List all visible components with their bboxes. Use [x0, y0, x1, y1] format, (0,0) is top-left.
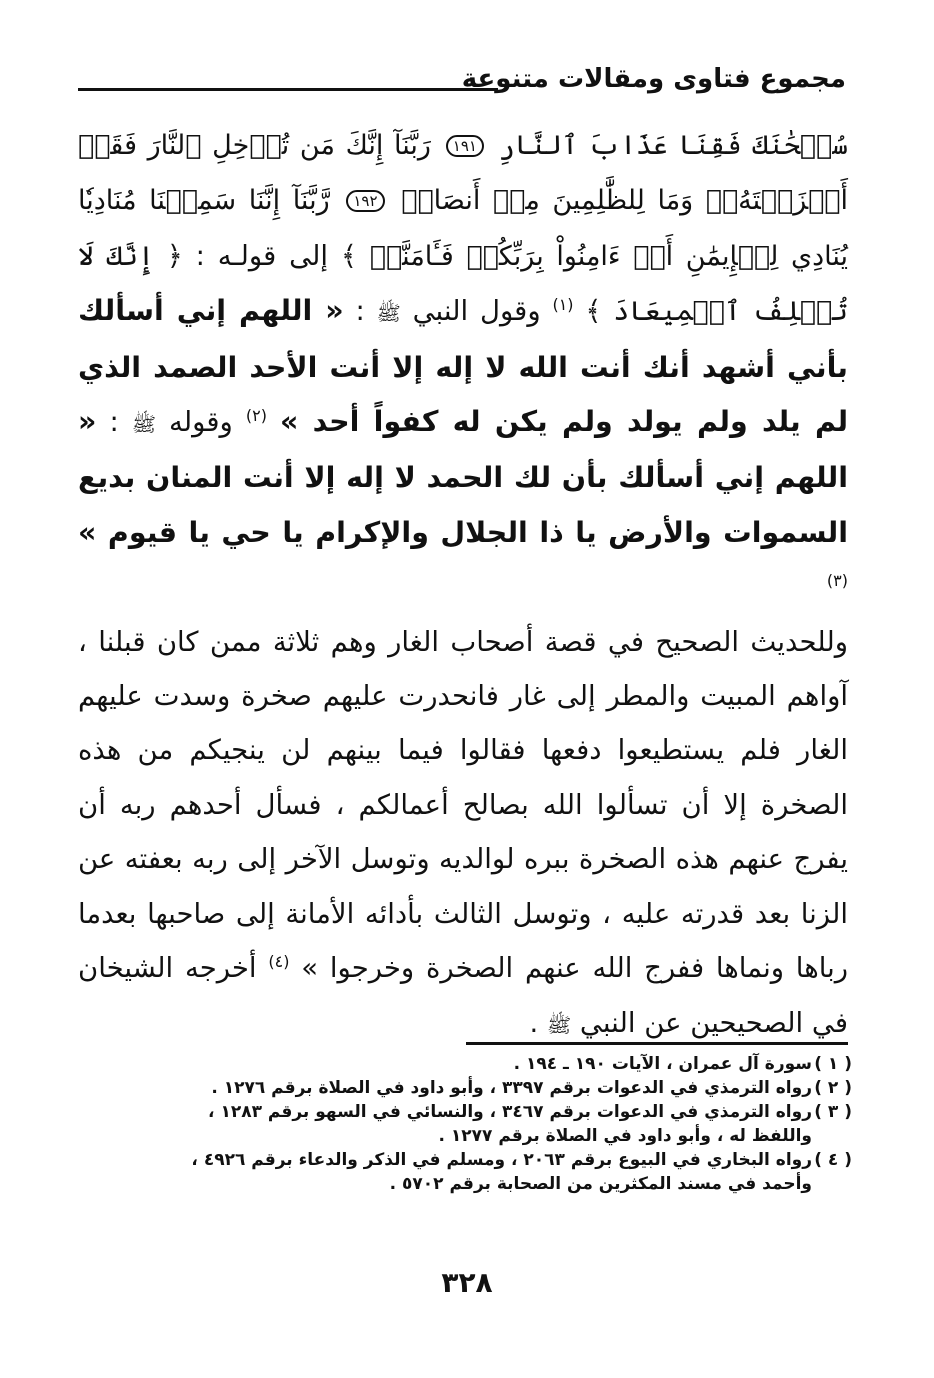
footnote-reference: (١): [552, 295, 574, 315]
paragraph-text: أخرجه الشيخان في الصحيحين عن النبي: [78, 952, 848, 1039]
page-number: ٣٢٨: [441, 1266, 493, 1299]
salutation-glyph: ﷺ: [131, 412, 156, 437]
body-paragraph: [78, 118, 848, 615]
footnote-reference: (٢): [245, 405, 267, 425]
hadith-quote: « اللهم إني أسألك بأني أشهد أنك أنت الله لا إله إلا أنت الأحد الصمد الذي لم يلد ولم يولد ولم يكن له كفواً أحد »: [78, 294, 849, 439]
ayah-number-marker: ١٩١: [446, 135, 484, 157]
connector-text: إلى قولـه :: [195, 239, 329, 272]
header-rule: [78, 88, 498, 91]
running-header: مجموع فتاوى ومقالات متنوعة: [461, 64, 846, 94]
quran-verse: رَّبَّنَآ إِنَّنَا سَمِعۡنَا مُنَادِيٗا يُنَادِي لِلۡإِيمَٰنِ أَنۡ ءَامِنُواْ بِرَبِّكُمۡ فَـَٔامَنَّاۚ: [78, 185, 849, 272]
quran-bracket: ﴿: [166, 239, 183, 272]
footnote-text: وأحمد في مسند المكثرين من الصحابة برقم ٥٧٠٢ .: [389, 1174, 812, 1194]
quran-bracket: ﴾: [340, 239, 357, 272]
paragraph-text: .: [529, 1006, 539, 1039]
footnote-reference: (٣): [826, 571, 848, 591]
footnote-item: [211, 1076, 852, 1100]
connector-text: :: [109, 406, 119, 439]
paragraph-text: وللحديث الصحيح في قصة أصحاب الغار وهم ثلاثة ممن كان قبلنا ، آواهم المبيت والمطر إلى غار فانحدرت عليهم صخرة وسدت عليهم الغار فلم يستطيعوا دفعها فقالوا فيما بينهم لن ينجيكم من هذه الصخرة إلا أن تسألوا الله بصالح أعمالكم ، فسأل أحدهم ربه أن يفرج عنهم هذه الصخرة ببره لوالديه وتوسل الآخر إلى ربه بعفته عن الزنا بعد قدرته عليه ، وتوسل الثالث بأدائه الأمانة إلى صاحبها بعدما رباها ونماها ففرج الله عنهم الصخرة وخرجوا »: [78, 625, 849, 985]
footnote-reference: (٤): [268, 951, 290, 971]
main-text: [78, 118, 848, 1052]
quran-verse: سُبۡحَٰنَكَ فَقِنَا عَذَابَ ٱلنَّارِ: [498, 130, 849, 161]
footnotes: [191, 1052, 852, 1196]
footnote-text: سورة آل عمران ، الآيات ١٩٠ ـ ١٩٤ .: [513, 1054, 812, 1074]
connector-text: وقوله: [169, 406, 233, 439]
quran-bracket: ﴾: [585, 295, 602, 328]
body-paragraph: [78, 615, 848, 1052]
footnote-number: ( ٤ ): [814, 1150, 852, 1170]
salutation-glyph: ﷺ: [547, 1012, 572, 1037]
footnote-text: رواه الترمذي في الدعوات برقم ٣٤٦٧ ، والنسائي في السهو برقم ١٢٨٣ ،: [208, 1102, 812, 1122]
footnote-text: رواه البخاري في البيوع برقم ٢٠٦٣ ، ومسلم في الذكر والدعاء برقم ٤٩٢٦ ،: [191, 1150, 812, 1170]
footnote-number: ( ١ ): [814, 1054, 852, 1074]
footnote-item: [232, 1052, 852, 1076]
quran-verse: رَبَّنَآ إِنَّكَ مَن تُدۡخِلِ ٱلنَّارَ فَقَدۡ أَخۡزَيۡتَهُۥۖ وَمَا لِلظَّٰلِمِينَ مِنۡ أَنصَارٖ: [78, 130, 848, 217]
connector-text: وقول النبي: [412, 295, 541, 328]
connector-text: :: [355, 295, 365, 328]
footnote-rule: [466, 1042, 848, 1045]
footnote-number: ( ٢ ): [814, 1078, 852, 1098]
footnote-number: ( ٣ ): [814, 1102, 852, 1122]
footnote-text: واللفظ له ، وأبو داود في الصلاة برقم ١٢٧٧ .: [438, 1126, 812, 1146]
ayah-number-marker: ١٩٢: [346, 190, 384, 212]
quran-verse: إِنَّكَ لَا تُخۡلِفُ ٱلۡمِيعَادَ: [78, 240, 848, 328]
footnote-item: [208, 1100, 852, 1148]
footnote-text: رواه الترمذي في الدعوات برقم ٣٣٩٧ ، وأبو داود في الصلاة برقم ١٢٧٦ .: [211, 1078, 812, 1098]
footnote-item: [191, 1148, 852, 1196]
hadith-quote: « اللهم إني أسألك بأن لك الحمد لا إله إلا أنت المنان بديع السموات والأرض يا ذا الجلال والإكرام يا حي يا قيوم »: [78, 405, 848, 549]
salutation-glyph: ﷺ: [376, 301, 401, 326]
